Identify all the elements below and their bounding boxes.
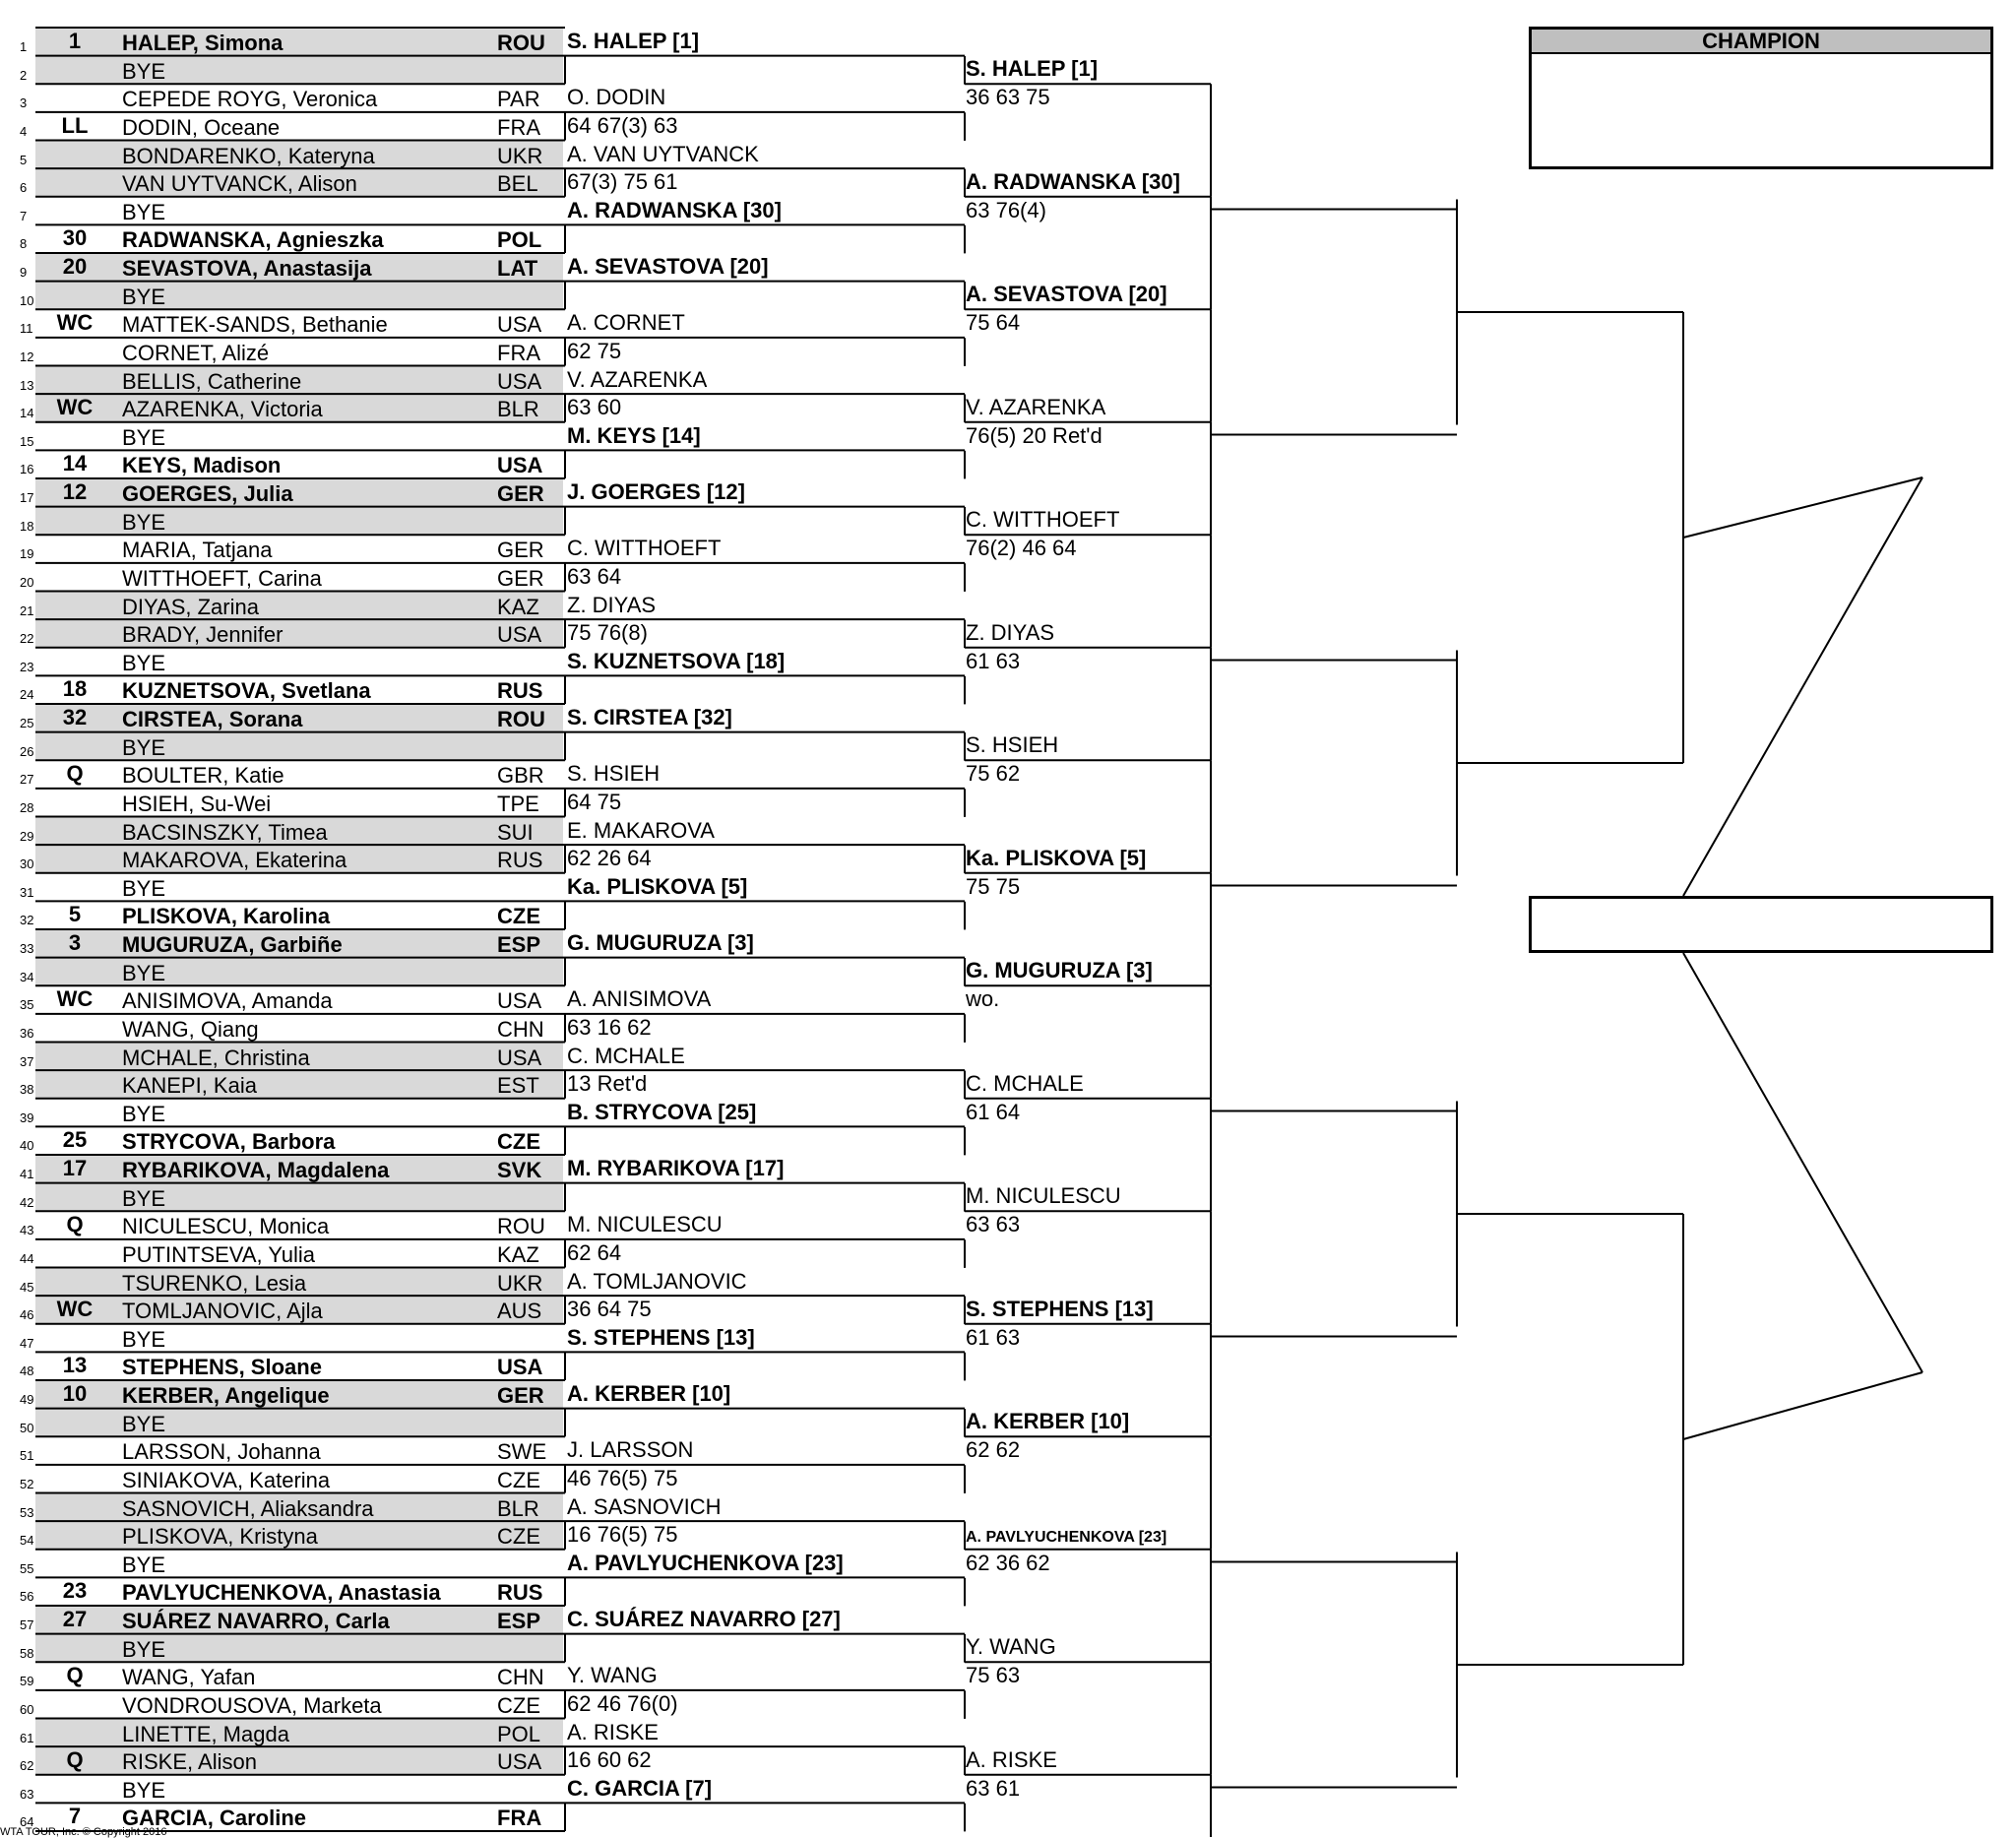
r1-score: 16 76(5) 75 bbox=[567, 1522, 678, 1548]
r1-winner: A. SASNOVICH bbox=[567, 1493, 722, 1519]
player-name: BYE bbox=[122, 284, 166, 309]
draw-position: 54 bbox=[20, 1533, 34, 1549]
seed-label: 5 bbox=[68, 902, 82, 927]
player-name: VONDROUSOVA, Marketa bbox=[122, 1692, 382, 1718]
draw-position: 7 bbox=[20, 208, 28, 223]
r1-winner: A. RADWANSKA [30] bbox=[567, 197, 782, 222]
draw-position: 43 bbox=[20, 1223, 34, 1238]
r1-winner: Z. DIYAS bbox=[567, 592, 657, 617]
r1-winner: C. SUÁREZ NAVARRO [27] bbox=[567, 1607, 841, 1631]
nationality: USA bbox=[497, 1355, 543, 1380]
player-name: RISKE, Alison bbox=[122, 1749, 257, 1775]
seed-label: 30 bbox=[62, 225, 88, 251]
draw-position: 14 bbox=[20, 406, 34, 421]
r1-winner: S. HALEP [1] bbox=[567, 29, 700, 53]
r2-winner: A. RISKE bbox=[966, 1746, 1057, 1772]
r2-score: 62 36 62 bbox=[966, 1550, 1050, 1575]
player-name: BACSINSZKY, Timea bbox=[122, 819, 328, 845]
player-name: BYE bbox=[122, 734, 166, 760]
r2-score: 75 64 bbox=[966, 310, 1021, 336]
draw-position: 35 bbox=[20, 997, 34, 1013]
player-name: AZARENKA, Victoria bbox=[122, 397, 323, 422]
finalist-box bbox=[1529, 896, 1993, 953]
seed-label: 20 bbox=[62, 254, 88, 279]
r2-winner: A. RADWANSKA [30] bbox=[966, 168, 1180, 194]
nationality: LAT bbox=[497, 256, 538, 281]
player-name: TSURENKO, Lesia bbox=[122, 1270, 307, 1296]
seed-label: Q bbox=[66, 1212, 84, 1237]
seed-label: 18 bbox=[62, 676, 88, 702]
r2-winner: A. SEVASTOVA [20] bbox=[966, 282, 1167, 307]
draw-position: 26 bbox=[20, 743, 34, 759]
nationality: BEL bbox=[497, 171, 538, 197]
nationality: POL bbox=[497, 1721, 541, 1746]
draw-position: 60 bbox=[20, 1701, 34, 1717]
draw-position: 13 bbox=[20, 377, 34, 393]
seed-label: 1 bbox=[68, 29, 82, 53]
r1-score: 46 76(5) 75 bbox=[567, 1465, 678, 1490]
final-diagonal bbox=[1683, 953, 1922, 1372]
r2-winner: C. MCHALE bbox=[966, 1070, 1084, 1096]
player-name: BYE bbox=[122, 1777, 166, 1803]
draw-position: 21 bbox=[20, 602, 34, 618]
player-name: MCHALE, Christina bbox=[122, 1045, 310, 1070]
seed-label: LL bbox=[61, 112, 89, 138]
nationality: KAZ bbox=[497, 1241, 539, 1267]
player-name: BELLIS, Catherine bbox=[122, 368, 302, 394]
draw-position: 12 bbox=[20, 349, 34, 364]
player-name: RADWANSKA, Agnieszka bbox=[122, 227, 384, 253]
nationality: PAR bbox=[497, 87, 540, 112]
r1-winner: S. HSIEH bbox=[567, 761, 661, 787]
seed-label: 3 bbox=[68, 930, 82, 955]
draw-position: 48 bbox=[20, 1363, 34, 1379]
r2-winner: G. MUGURUZA [3] bbox=[966, 958, 1153, 983]
player-name: CORNET, Alizé bbox=[122, 340, 270, 365]
draw-position: 24 bbox=[20, 687, 34, 703]
player-name: BYE bbox=[122, 1411, 166, 1436]
nationality: RUS bbox=[497, 1580, 543, 1606]
draw-position: 32 bbox=[20, 913, 34, 928]
nationality: ROU bbox=[497, 31, 545, 55]
draw-position: 61 bbox=[20, 1730, 34, 1745]
player-name: BYE bbox=[122, 960, 166, 985]
r1-winner: A. TOMLJANOVIC bbox=[567, 1268, 747, 1294]
player-name: SUÁREZ NAVARRO, Carla bbox=[122, 1609, 390, 1633]
player-name: DODIN, Oceane bbox=[122, 114, 281, 140]
player-name: PUTINTSEVA, Yulia bbox=[122, 1241, 316, 1267]
seed-label: Q bbox=[66, 761, 84, 787]
draw-position: 29 bbox=[20, 828, 34, 844]
r1-winner: C. WITTHOEFT bbox=[567, 536, 722, 561]
player-name: WITTHOEFT, Carina bbox=[122, 565, 322, 591]
nationality: RUS bbox=[497, 678, 543, 704]
copyright-footer: WTA TOUR, Inc. © Copyright 2016 bbox=[0, 1826, 167, 1838]
r1-winner: S. CIRSTEA [32] bbox=[567, 705, 732, 729]
player-name: BRADY, Jennifer bbox=[122, 622, 284, 648]
player-name: LINETTE, Magda bbox=[122, 1721, 289, 1746]
r1-score: 62 75 bbox=[567, 338, 622, 363]
draw-position: 1 bbox=[20, 39, 28, 54]
r1-score: 63 16 62 bbox=[567, 1014, 652, 1040]
nationality: SUI bbox=[497, 819, 534, 845]
player-name: TOMLJANOVIC, Ajla bbox=[122, 1299, 323, 1324]
draw-position: 45 bbox=[20, 1279, 34, 1295]
nationality: ROU bbox=[497, 707, 545, 731]
draw-position: 16 bbox=[20, 462, 34, 477]
draw-position: 33 bbox=[20, 941, 34, 956]
nationality: AUS bbox=[497, 1299, 542, 1324]
r1-winner: V. AZARENKA bbox=[567, 366, 708, 392]
r1-winner: B. STRYCOVA [25] bbox=[567, 1099, 757, 1124]
nationality: USA bbox=[497, 988, 542, 1014]
nationality: CHN bbox=[497, 1665, 544, 1690]
player-name: GARCIA, Caroline bbox=[122, 1806, 307, 1831]
draw-position: 50 bbox=[20, 1420, 34, 1435]
nationality: GER bbox=[497, 538, 544, 563]
r1-winner: C. GARCIA [7] bbox=[567, 1775, 713, 1801]
nationality: GER bbox=[497, 1383, 544, 1408]
draw-position: 22 bbox=[20, 631, 34, 647]
nationality: CHN bbox=[497, 1016, 544, 1042]
player-name: BYE bbox=[122, 650, 166, 675]
r2-winner: S. HSIEH bbox=[966, 732, 1059, 758]
r1-winner: S. KUZNETSOVA [18] bbox=[567, 648, 786, 673]
r2-score: 63 63 bbox=[966, 1212, 1021, 1237]
seed-label: 17 bbox=[62, 1156, 88, 1180]
seed-label: 7 bbox=[68, 1804, 82, 1829]
nationality: POL bbox=[497, 227, 542, 253]
draw-position: 57 bbox=[20, 1617, 34, 1632]
final-diagonal bbox=[1683, 477, 1922, 538]
player-name: MAKAROVA, Ekaterina bbox=[122, 848, 347, 873]
draw-position: 19 bbox=[20, 546, 34, 562]
player-name: VAN UYTVANCK, Alison bbox=[122, 171, 357, 197]
player-name: PLISKOVA, Karolina bbox=[122, 904, 331, 929]
nationality: GER bbox=[497, 565, 544, 591]
r2-winner: S. STEPHENS [13] bbox=[966, 1296, 1154, 1321]
nationality: USA bbox=[497, 622, 542, 648]
seed-label: 10 bbox=[62, 1381, 88, 1406]
nationality: BLR bbox=[497, 397, 539, 422]
player-name: BYE bbox=[122, 199, 166, 224]
player-name: PAVLYUCHENKOVA, Anastasia bbox=[122, 1580, 441, 1606]
r1-score: 63 64 bbox=[567, 563, 622, 589]
draw-position: 23 bbox=[20, 659, 34, 674]
player-name: MATTEK-SANDS, Bethanie bbox=[122, 312, 388, 338]
r2-score: 62 62 bbox=[966, 1437, 1021, 1463]
r1-winner: G. MUGURUZA [3] bbox=[567, 930, 754, 955]
draw-position: 2 bbox=[20, 67, 28, 83]
player-name: MARIA, Tatjana bbox=[122, 538, 273, 563]
draw-position: 5 bbox=[20, 152, 28, 167]
draw-position: 47 bbox=[20, 1335, 34, 1351]
draw-position: 3 bbox=[20, 95, 28, 111]
draw-position: 8 bbox=[20, 236, 28, 252]
draw-position: 36 bbox=[20, 1025, 34, 1041]
r1-winner: O. DODIN bbox=[567, 85, 666, 110]
draw-position: 18 bbox=[20, 518, 34, 534]
seed-label: WC bbox=[56, 310, 94, 336]
player-name: KERBER, Angelique bbox=[122, 1383, 330, 1408]
player-name: STEPHENS, Sloane bbox=[122, 1355, 322, 1380]
draw-position: 52 bbox=[20, 1476, 34, 1491]
seed-label: 12 bbox=[62, 479, 88, 504]
r2-score: 75 62 bbox=[966, 761, 1021, 787]
r2-winner: C. WITTHOEFT bbox=[966, 507, 1120, 533]
r1-score: 64 67(3) 63 bbox=[567, 112, 678, 138]
player-name: BYE bbox=[122, 58, 166, 84]
player-name: ANISIMOVA, Amanda bbox=[122, 988, 333, 1014]
player-name: GOERGES, Julia bbox=[122, 481, 293, 506]
r2-winner: Z. DIYAS bbox=[966, 619, 1055, 645]
nationality: UKR bbox=[497, 143, 543, 168]
draw-position: 20 bbox=[20, 574, 34, 590]
r2-score: 61 63 bbox=[966, 1324, 1021, 1350]
r1-score: 64 75 bbox=[567, 789, 622, 814]
seed-label: WC bbox=[56, 986, 94, 1012]
champion-box bbox=[1529, 54, 1993, 169]
nationality: USA bbox=[497, 368, 542, 394]
r1-score: 62 46 76(0) bbox=[567, 1690, 678, 1716]
draw-position: 9 bbox=[20, 265, 28, 280]
draw-position: 46 bbox=[20, 1307, 34, 1323]
r2-winner: Ka. PLISKOVA [5] bbox=[966, 845, 1147, 870]
draw-position: 44 bbox=[20, 1250, 34, 1266]
player-name: SINIAKOVA, Katerina bbox=[122, 1467, 331, 1492]
draw-position: 41 bbox=[20, 1167, 34, 1181]
draw-position: 51 bbox=[20, 1448, 34, 1464]
player-name: WANG, Qiang bbox=[122, 1016, 259, 1042]
draw-position: 39 bbox=[20, 1109, 34, 1125]
nationality: GER bbox=[497, 481, 544, 506]
r2-score: wo. bbox=[966, 986, 1000, 1012]
r1-winner: A. VAN UYTVANCK bbox=[567, 141, 759, 166]
player-name: BYE bbox=[122, 1636, 166, 1662]
draw-position: 37 bbox=[20, 1053, 34, 1069]
player-name: BYE bbox=[122, 1185, 166, 1211]
player-name: KUZNETSOVA, Svetlana bbox=[122, 678, 371, 704]
r2-winner: A. PAVLYUCHENKOVA [23] bbox=[966, 1528, 1167, 1546]
seed-label: Q bbox=[66, 1747, 84, 1773]
r2-score: 36 63 75 bbox=[966, 85, 1050, 110]
r1-winner: Ka. PLISKOVA [5] bbox=[567, 873, 748, 899]
nationality: EST bbox=[497, 1073, 539, 1099]
player-name: RYBARIKOVA, Magdalena bbox=[122, 1158, 390, 1182]
r1-winner: S. STEPHENS [13] bbox=[567, 1324, 755, 1350]
draw-position: 55 bbox=[20, 1560, 34, 1576]
seed-label: 25 bbox=[62, 1127, 88, 1153]
nationality: FRA bbox=[497, 114, 540, 140]
draw-position: 6 bbox=[20, 180, 28, 196]
player-name: NICULESCU, Monica bbox=[122, 1214, 330, 1239]
draw-position: 38 bbox=[20, 1082, 34, 1098]
player-name: DIYAS, Zarina bbox=[122, 594, 259, 619]
r1-winner: Y. WANG bbox=[567, 1663, 658, 1688]
draw-position: 15 bbox=[20, 433, 34, 449]
nationality: USA bbox=[497, 1045, 542, 1070]
draw-position: 25 bbox=[20, 716, 34, 730]
r2-score: 63 76(4) bbox=[966, 197, 1046, 222]
seed-label: 13 bbox=[62, 1353, 88, 1378]
r2-score: 75 63 bbox=[966, 1663, 1021, 1688]
player-name: MUGURUZA, Garbiñe bbox=[122, 932, 343, 957]
player-name: CEPEDE ROYG, Veronica bbox=[122, 87, 378, 112]
r1-score: 62 26 64 bbox=[567, 846, 652, 871]
r1-winner: A. SEVASTOVA [20] bbox=[567, 254, 769, 279]
r1-winner: A. ANISIMOVA bbox=[567, 986, 712, 1012]
r1-winner: M. NICULESCU bbox=[567, 1212, 723, 1237]
r1-score: 75 76(8) bbox=[567, 620, 648, 646]
draw-position: 10 bbox=[20, 292, 34, 308]
player-name: WANG, Yafan bbox=[122, 1665, 256, 1690]
player-name: LARSSON, Johanna bbox=[122, 1439, 321, 1465]
nationality: CZE bbox=[497, 1524, 540, 1550]
draw-position: 17 bbox=[20, 490, 34, 505]
r1-score: 67(3) 75 61 bbox=[567, 169, 678, 195]
nationality: CZE bbox=[497, 1467, 540, 1492]
player-name: BONDARENKO, Kateryna bbox=[122, 143, 375, 168]
r2-winner: M. NICULESCU bbox=[966, 1183, 1121, 1209]
nationality: FRA bbox=[497, 340, 540, 365]
r1-winner: A. CORNET bbox=[567, 310, 685, 336]
r2-winner: V. AZARENKA bbox=[966, 394, 1106, 419]
r1-winner: M. RYBARIKOVA [17] bbox=[567, 1156, 785, 1180]
r1-winner: C. MCHALE bbox=[567, 1043, 685, 1068]
r2-score: 76(2) 46 64 bbox=[966, 536, 1077, 561]
nationality: ROU bbox=[497, 1214, 545, 1239]
draw-position: 31 bbox=[20, 884, 34, 900]
r1-score: 13 Ret'd bbox=[567, 1071, 648, 1097]
final-diagonal bbox=[1683, 477, 1922, 896]
nationality: UKR bbox=[497, 1270, 543, 1296]
player-name: BYE bbox=[122, 424, 166, 450]
player-name: BYE bbox=[122, 509, 166, 535]
player-name: KANEPI, Kaia bbox=[122, 1073, 257, 1099]
r1-winner: E. MAKAROVA bbox=[567, 817, 715, 843]
player-name: KEYS, Madison bbox=[122, 453, 282, 478]
draw-position: 56 bbox=[20, 1589, 34, 1605]
r2-winner: S. HALEP [1] bbox=[966, 56, 1099, 82]
r1-score: 63 60 bbox=[567, 395, 622, 420]
draw-position: 34 bbox=[20, 969, 34, 984]
draw-position: 27 bbox=[20, 772, 34, 788]
r2-winner: A. KERBER [10] bbox=[966, 1409, 1130, 1434]
seed-label: 23 bbox=[62, 1578, 88, 1604]
nationality: ESP bbox=[497, 932, 541, 957]
draw-position: 30 bbox=[20, 856, 34, 872]
r1-winner: A. RISKE bbox=[567, 1719, 659, 1744]
player-name: BOULTER, Katie bbox=[122, 763, 284, 789]
nationality: CZE bbox=[497, 1129, 540, 1155]
seed-label: 32 bbox=[62, 705, 88, 729]
r2-score: 76(5) 20 Ret'd bbox=[966, 422, 1102, 448]
draw-position: 11 bbox=[20, 321, 33, 337]
draw-position: 63 bbox=[20, 1786, 34, 1802]
player-name: HSIEH, Su-Wei bbox=[122, 791, 272, 816]
player-name: BYE bbox=[122, 1101, 166, 1126]
player-name: HALEP, Simona bbox=[122, 31, 284, 55]
nationality: USA bbox=[497, 1749, 542, 1775]
draw-position: 62 bbox=[20, 1758, 34, 1774]
seed-label: 27 bbox=[62, 1607, 88, 1631]
r1-winner: A. KERBER [10] bbox=[567, 1381, 731, 1406]
nationality: FRA bbox=[497, 1806, 542, 1831]
final-diagonal bbox=[1683, 1372, 1922, 1439]
seed-label: Q bbox=[66, 1663, 84, 1688]
nationality: CZE bbox=[497, 904, 540, 929]
draw-position: 42 bbox=[20, 1194, 34, 1210]
seed-label: WC bbox=[56, 395, 94, 420]
r1-score: 16 60 62 bbox=[567, 1747, 652, 1773]
r1-winner: M. KEYS [14] bbox=[567, 422, 701, 448]
player-name: CIRSTEA, Sorana bbox=[122, 707, 303, 731]
nationality: USA bbox=[497, 453, 543, 478]
r1-score: 36 64 75 bbox=[567, 1297, 652, 1322]
r2-score: 61 64 bbox=[966, 1099, 1021, 1124]
draw-position: 58 bbox=[20, 1645, 34, 1661]
draw-position: 4 bbox=[20, 123, 28, 139]
r1-winner: J. GOERGES [12] bbox=[567, 479, 745, 504]
draw-position: 64 bbox=[20, 1814, 34, 1830]
nationality: GBR bbox=[497, 763, 544, 789]
nationality: CZE bbox=[497, 1692, 540, 1718]
r1-winner: A. PAVLYUCHENKOVA [23] bbox=[567, 1550, 844, 1575]
player-name: STRYCOVA, Barbora bbox=[122, 1129, 336, 1155]
nationality: TPE bbox=[497, 791, 539, 816]
nationality: USA bbox=[497, 312, 542, 338]
draw-position: 59 bbox=[20, 1674, 34, 1689]
draw-position: 28 bbox=[20, 799, 34, 815]
player-name: BYE bbox=[122, 1552, 166, 1577]
r1-score: 62 64 bbox=[567, 1239, 622, 1265]
champion-header: CHAMPION bbox=[1529, 27, 1993, 54]
seed-label: 14 bbox=[62, 451, 88, 476]
player-name: BYE bbox=[122, 1326, 166, 1352]
nationality: SWE bbox=[497, 1439, 547, 1465]
player-name: SASNOVICH, Aliaksandra bbox=[122, 1495, 374, 1521]
r1-winner: J. LARSSON bbox=[567, 1437, 694, 1463]
player-name: BYE bbox=[122, 875, 166, 901]
nationality: ESP bbox=[497, 1609, 541, 1633]
seed-label: WC bbox=[56, 1297, 94, 1322]
r2-winner: Y. WANG bbox=[966, 1634, 1056, 1660]
player-name: SEVASTOVA, Anastasija bbox=[122, 256, 372, 281]
nationality: KAZ bbox=[497, 594, 539, 619]
r2-score: 61 63 bbox=[966, 648, 1021, 673]
draw-position: 40 bbox=[20, 1138, 34, 1154]
nationality: SVK bbox=[497, 1158, 542, 1182]
nationality: BLR bbox=[497, 1495, 539, 1521]
player-name: PLISKOVA, Kristyna bbox=[122, 1524, 318, 1550]
r2-score: 63 61 bbox=[966, 1775, 1021, 1801]
r2-score: 75 75 bbox=[966, 873, 1021, 899]
draw-position: 53 bbox=[20, 1504, 34, 1520]
nationality: RUS bbox=[497, 848, 543, 873]
draw-position: 49 bbox=[20, 1392, 34, 1407]
